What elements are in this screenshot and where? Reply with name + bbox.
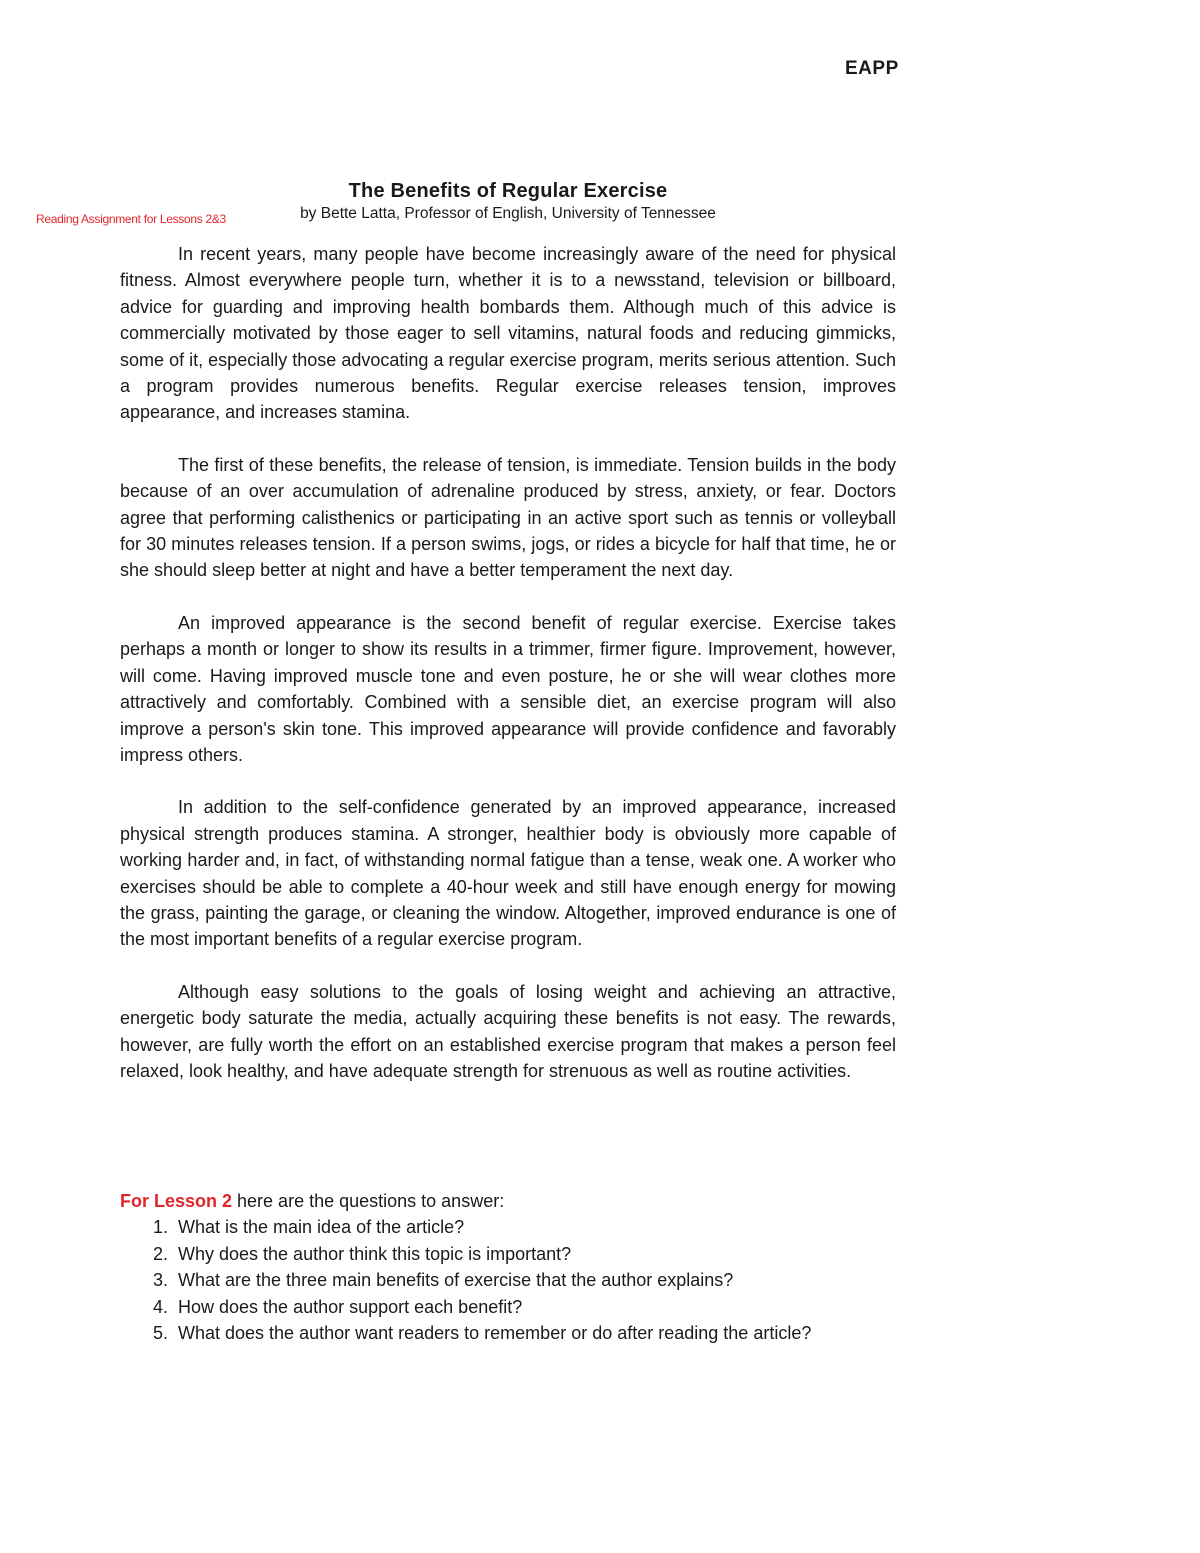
question-number: 2.: [152, 1243, 168, 1264]
paragraph: In recent years, many people have become increasingly aware of the need for physical fitness. Almost everywhere people turn, whether it is to a newsstand, television or billboard, advice for guarding and improving health bombards them. Although much of this advice is commercially motivated by those eager to sell vitamins, natural foods and reducing gimmicks, some of it, especially those advocating a regular exercise program, merits serious attention. Such a program provides numerous benefits. Regular exercise releases tension, improves appearance, and increases stamina.: [120, 244, 896, 423]
question-item: [120, 1294, 896, 1320]
paragraph: Although easy solutions to the goals of losing weight and achieving an attractive, energetic body saturate the media, actually acquiring these benefits is not easy. The rewards, however, are fully worth the effort on an established exercise program that makes a person feel relaxed, look healthy, and have adequate strength for strenuous as well as routine activities.: [120, 981, 896, 1081]
question-number: 5.: [152, 1323, 168, 1344]
questions-section: [120, 1188, 896, 1346]
question-text: How does the author support each benefit?: [178, 1296, 523, 1317]
question-number: 4.: [152, 1296, 168, 1317]
questions-list: [120, 1214, 896, 1346]
question-number: 1.: [152, 1217, 168, 1238]
article-byline: by Bette Latta, Professor of English, University of Tennessee: [300, 205, 716, 222]
question-text: Why does the author think this topic is important?: [178, 1243, 572, 1264]
paragraph: In addition to the self-confidence generated by an improved appearance, increased physical strength produces stamina. A stronger, healthier body is obviously more capable of working harder and, in fact, of withstanding normal fatigue than a tense, weak one. A worker who exercises should be able to complete a 40-hour week and still have enough energy for mowing the grass, painting the garage, or cleaning the window. Altogether, improved endurance is one of the most important benefits of a regular exercise program.: [120, 797, 896, 950]
paragraph: The first of these benefits, the release of tension, is immediate. Tension builds in the body because of an over accumulation of adrenaline produced by stress, anxiety, or fear. Doctors agree that performing calisthenics or participating in an active sport such as tennis or volleyball for 30 minutes releases tension. If a person swims, jogs, or rides a bicycle for half that time, he or she should sleep better at night and have a better temperament the next day.: [120, 454, 896, 581]
question-item: [120, 1214, 896, 1240]
question-item: [120, 1267, 896, 1293]
article-body: [120, 241, 896, 1110]
question-number: 3.: [152, 1270, 168, 1291]
question-text: What are the three main benefits of exercise that the author explains?: [178, 1270, 734, 1291]
question-text: What is the main idea of the article?: [178, 1217, 465, 1238]
article-title: The Benefits of Regular Exercise: [348, 180, 668, 202]
questions-intro-text: here are the questions to answer:: [232, 1191, 505, 1211]
paragraph: An improved appearance is the second benefit of regular exercise. Exercise takes perhaps a month or longer to show its results in a trimmer, firmer figure. Improvement, however, will come. Having improved muscle tone and even posture, he or she will wear clothes more attractively and comfortably. Combined with a sensible diet, an exercise program will also improve a person's skin tone. This improved appearance will provide confidence and favorably impress others.: [120, 612, 896, 765]
questions-lead: For Lesson 2: [120, 1191, 233, 1211]
questions-intro: [120, 1188, 896, 1214]
question-item: [120, 1241, 896, 1267]
question-item: [120, 1320, 896, 1346]
side-note: Reading Assignment for Lessons 2&3: [36, 212, 226, 226]
question-text: What does the author want readers to remember or do after reading the article?: [178, 1323, 812, 1344]
header-label: EAPP: [845, 58, 899, 79]
